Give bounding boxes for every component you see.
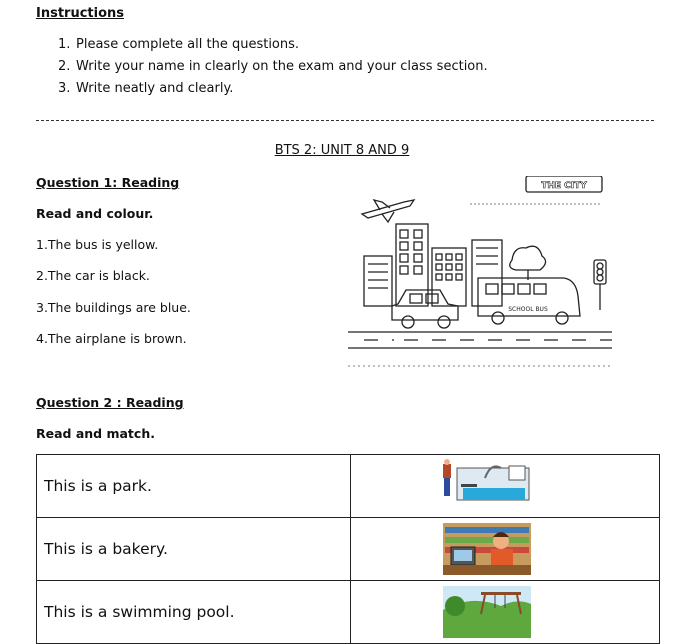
instruction-number: 3. <box>58 81 71 96</box>
match-picture-cell <box>351 518 660 581</box>
table-row <box>37 581 660 644</box>
match-text: This is a park. <box>37 455 351 518</box>
car-shape <box>392 290 458 320</box>
instruction-text: Please complete all the questions. <box>76 37 300 52</box>
instruction-text: Write neatly and clearly. <box>76 81 234 96</box>
table-row <box>37 455 660 518</box>
library-icon <box>441 521 531 577</box>
question1-item: 4.The airplane is brown. <box>36 331 187 346</box>
question2-prompt: Read and match. <box>36 426 155 441</box>
question2-heading: Question 2 : Reading <box>36 395 184 410</box>
table-row <box>37 518 660 581</box>
building-middle <box>432 248 466 306</box>
question1-prompt: Read and colour. <box>36 206 154 221</box>
tree-shape <box>510 246 546 270</box>
match-picture-cell <box>351 455 660 518</box>
dashed-divider <box>36 120 654 121</box>
instruction-item <box>58 36 488 58</box>
airplane-shape <box>362 200 414 218</box>
instructions-heading: Instructions <box>36 6 125 21</box>
park-icon <box>441 584 531 640</box>
city-coloring-picture <box>344 176 616 372</box>
match-text: This is a bakery. <box>37 518 351 581</box>
city-title: THE CITY <box>541 181 587 191</box>
pool-icon <box>441 458 531 514</box>
question1-item: 3.The buildings are blue. <box>36 300 191 315</box>
instruction-text: Write your name in clearly on the exam and your class section. <box>76 59 488 74</box>
question1-heading: Question 1: Reading <box>36 175 180 190</box>
instruction-number: 2. <box>58 59 71 74</box>
instruction-item <box>58 58 488 80</box>
instruction-item <box>58 80 488 102</box>
question1-item: 2.The car is black. <box>36 268 150 283</box>
building-right <box>472 240 502 306</box>
match-picture-cell <box>351 581 660 644</box>
bus-label: SCHOOL BUS <box>508 306 548 313</box>
instructions-list <box>58 36 488 102</box>
match-table <box>36 454 660 644</box>
city-illustration <box>344 176 616 372</box>
unit-title: BTS 2: UNIT 8 AND 9 <box>274 143 410 158</box>
instruction-number: 1. <box>58 37 71 52</box>
question1-item: 1.The bus is yellow. <box>36 237 159 252</box>
match-text: This is a swimming pool. <box>37 581 351 644</box>
